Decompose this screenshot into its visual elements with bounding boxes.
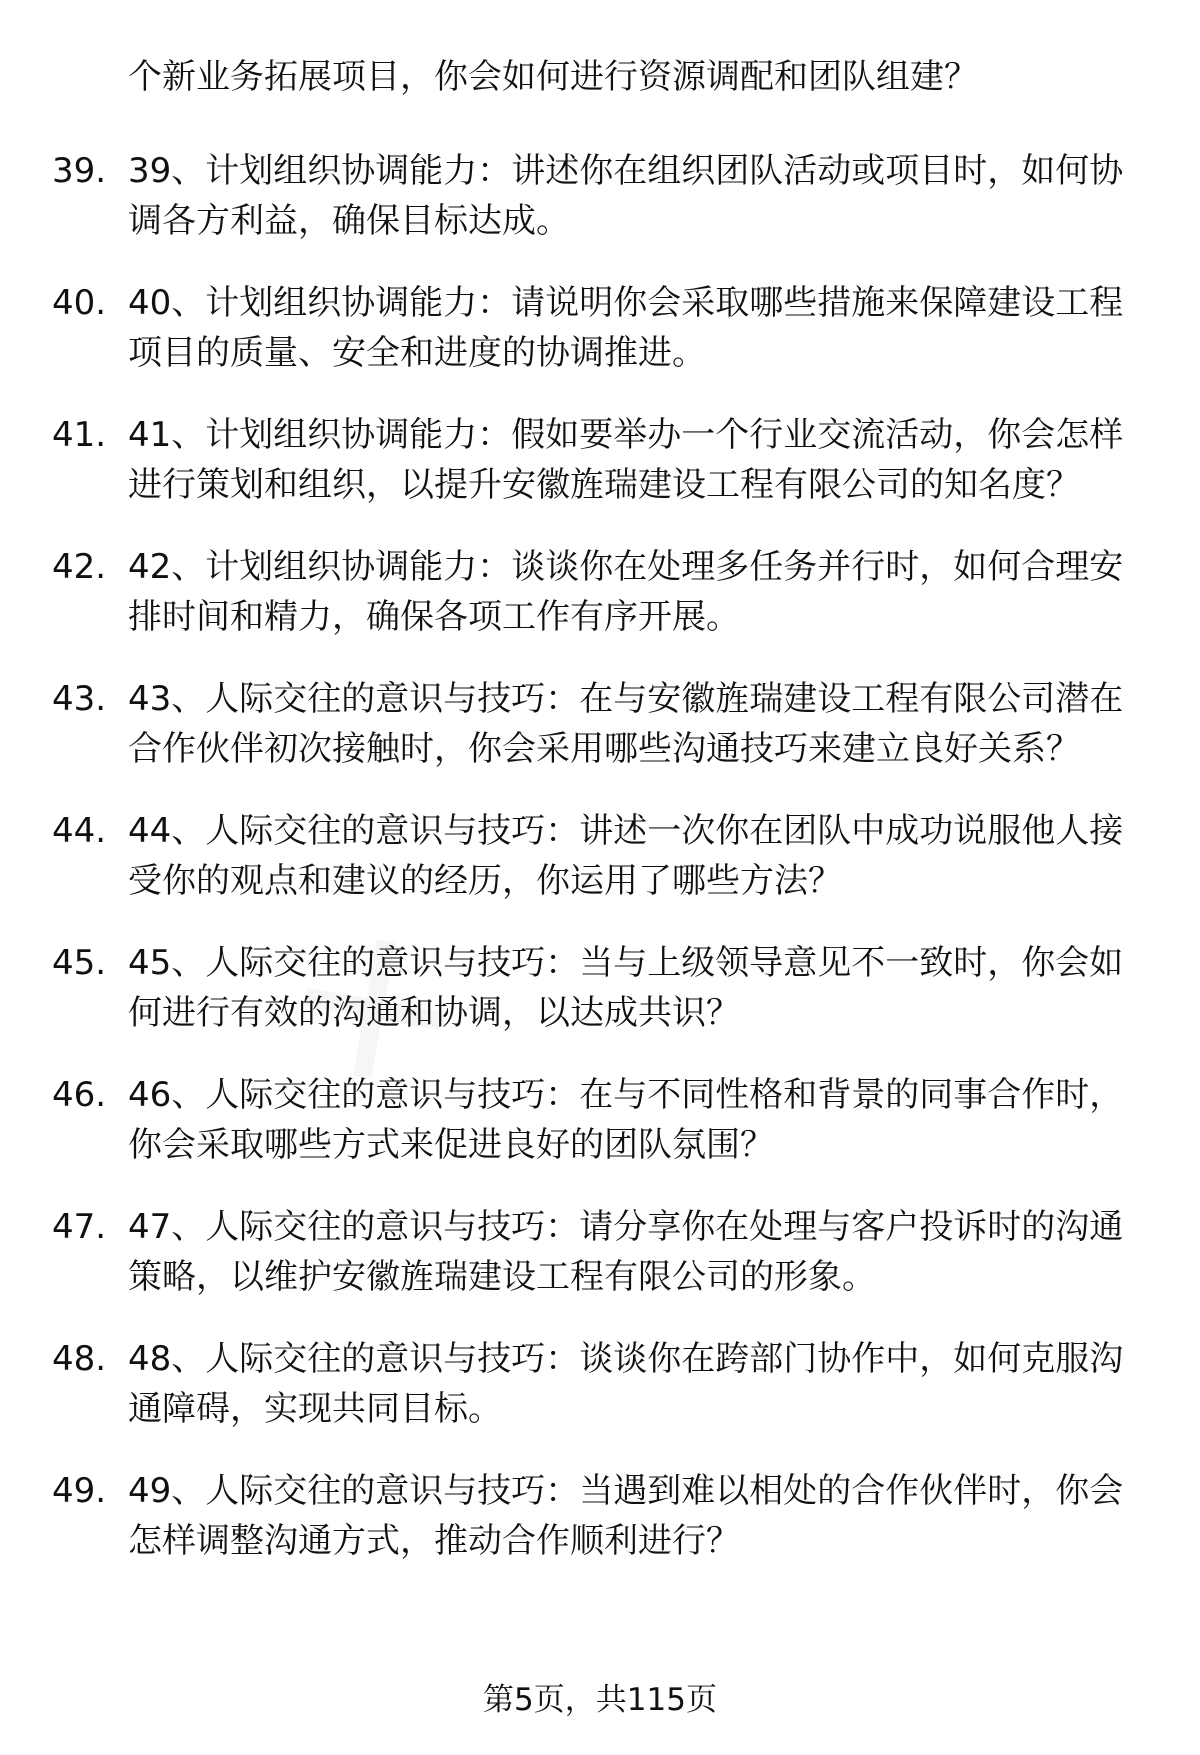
question-item-43 (0, 674, 1200, 774)
question-number: 47. (52, 1207, 107, 1247)
question-text: 40、计划组织协调能力：请说明你会采取哪些措施来保障建设工程项目的质量、安全和进度的协调推进。 (128, 283, 1124, 373)
question-text: 42、计划组织协调能力：谈谈你在处理多任务并行时，如何合理安排时间和精力，确保各项工作有序开展。 (128, 547, 1124, 637)
question-number: 41. (52, 415, 107, 455)
question-item-46 (0, 1070, 1200, 1170)
question-text: 43、人际交往的意识与技巧：在与安徽旌瑞建设工程有限公司潜在合作伙伴初次接触时，你会采用哪些沟通技巧来建立良好关系？ (128, 679, 1124, 769)
question-text: 48、人际交往的意识与技巧：谈谈你在跨部门协作中，如何克服沟通障碍，实现共同目标。 (128, 1339, 1124, 1429)
question-number: 42. (52, 547, 107, 587)
page-number-footer: 第5页，共115页 (483, 1682, 717, 1718)
question-item-40 (0, 278, 1200, 378)
question-text: 44、人际交往的意识与技巧：讲述一次你在团队中成功说服他人接受你的观点和建议的经历，你运用了哪些方法？ (128, 811, 1124, 901)
question-number: 45. (52, 943, 107, 983)
question-item-42 (0, 542, 1200, 642)
question-item-39 (0, 146, 1200, 246)
question-item-48 (0, 1334, 1200, 1434)
question-number: 39. (52, 151, 107, 191)
question-text: 47、人际交往的意识与技巧：请分享你在处理与客户投诉时的沟通策略，以维护安徽旌瑞建设工程有限公司的形象。 (128, 1207, 1124, 1297)
question-number: 43. (52, 679, 107, 719)
question-item-41 (0, 410, 1200, 510)
question-text: 45、人际交往的意识与技巧：当与上级领导意见不一致时，你会如何进行有效的沟通和协调，以达成共识？ (128, 943, 1124, 1033)
question-item-45 (0, 938, 1200, 1038)
question-item-44 (0, 806, 1200, 906)
continued-question-text: 个新业务拓展项目，你会如何进行资源调配和团队组建？ (128, 57, 978, 97)
question-text: 41、计划组织协调能力：假如要举办一个行业交流活动，你会怎样进行策划和组织，以提升安徽旌瑞建设工程有限公司的知名度？ (128, 415, 1124, 505)
question-number: 40. (52, 283, 107, 323)
question-text: 49、人际交往的意识与技巧：当遇到难以相处的合作伙伴时，你会怎样调整沟通方式，推动合作顺利进行？ (128, 1471, 1124, 1561)
question-number: 48. (52, 1339, 107, 1379)
question-list (0, 146, 1200, 1598)
question-text: 46、人际交往的意识与技巧：在与不同性格和背景的同事合作时，你会采取哪些方式来促进良好的团队氛围？ (128, 1075, 1124, 1165)
question-number: 44. (52, 811, 107, 851)
question-item-47 (0, 1202, 1200, 1302)
question-item-49 (0, 1466, 1200, 1566)
question-number: 46. (52, 1075, 107, 1115)
question-text: 39、计划组织协调能力：讲述你在组织团队活动或项目时，如何协调各方利益，确保目标达成。 (128, 151, 1124, 241)
question-number: 49. (52, 1471, 107, 1511)
